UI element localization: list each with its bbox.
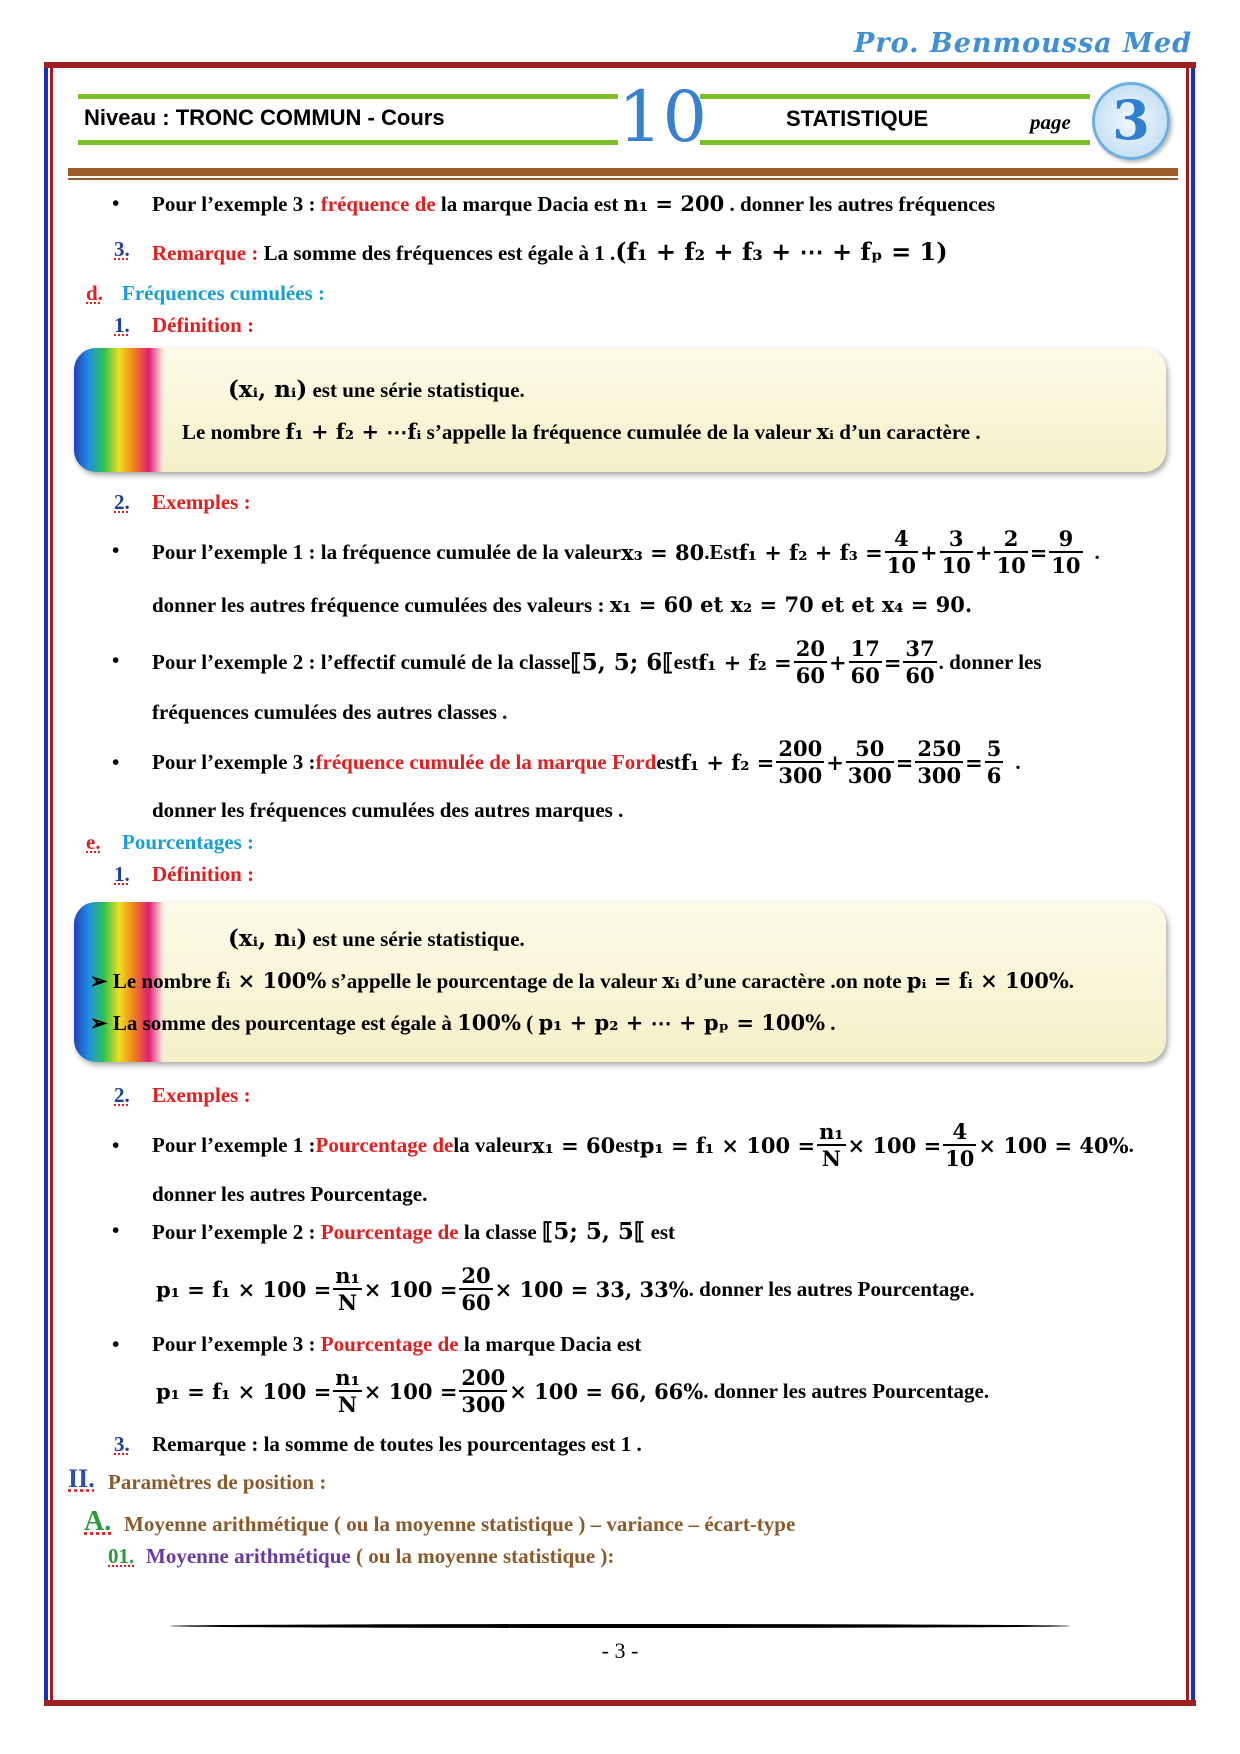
bullet: •	[112, 1218, 120, 1242]
fraction: $\frac{\text{n₁}}{N}$	[335, 1365, 360, 1417]
frame-top-border	[44, 62, 1196, 68]
frame-left-blue	[44, 68, 48, 1700]
item-title: Moyenne arithmétique ( ou la moyenne statistique ):	[146, 1544, 615, 1568]
example-line: Pour l’exemple 1 : Pourcentage de la valeur x₁ = 60 est p₁ = f₁ × 100 = $\frac{\text{n₁}}{N}$ × 100 = $\frac{4}{10}$ × 100 = 40% .	[152, 1119, 1134, 1171]
page-label: page	[1030, 110, 1071, 134]
example-line: donner les autres Pourcentage.	[152, 1182, 428, 1206]
fraction: $\frac{200}{300}$	[461, 1365, 506, 1417]
example-line: p₁ = f₁ × 100 = $\frac{\text{n₁}}{N}$ × 100 = $\frac{20}{60}$ × 100 = 33, 33% . donner les autres Pourcentage.	[156, 1263, 975, 1315]
section-title: Pourcentages :	[122, 830, 254, 854]
bullet: •	[112, 191, 120, 215]
example-line: donner les autres fréquence cumulées des valeurs : x₁ = 60 et x₂ = 70 et et x₄ = 90.	[152, 592, 973, 617]
fraction: $\frac{20}{60}$	[795, 636, 825, 688]
lesson-number: 10	[618, 76, 708, 158]
header-rule	[68, 168, 1178, 176]
page-number-badge: 3	[1092, 82, 1170, 160]
example-line: fréquences cumulées des autres classes .	[152, 700, 508, 724]
example-line: Pour l’exemple 2 : l’effectif cumulé de la classe ⟦5, 5; 6⟦ est f₁ + f₂ = $\frac{20}{60}$ + $\frac{17}{60}$ = $\frac{37}{60}$ . donner les	[152, 636, 1042, 688]
bullet: •	[112, 1133, 120, 1157]
subject-title: STATISTIQUE	[786, 106, 929, 131]
frame-right-red	[1186, 68, 1189, 1700]
fraction: $\frac{4}{10}$	[945, 1119, 975, 1171]
fraction: $\frac{250}{300}$	[917, 736, 962, 788]
definition-box	[74, 348, 1166, 472]
item-number: 2.	[114, 490, 130, 514]
subsection-label: A.	[84, 1506, 112, 1537]
header-rule-thin	[68, 178, 1178, 180]
text-line: Pour l’exemple 3 : fréquence de la marque Dacia est n₁ = 200 . donner les autres fréquences	[152, 191, 996, 216]
header-line-left-top	[78, 94, 618, 99]
fraction: $\frac{2}{10}$	[996, 526, 1026, 578]
item-number: 1.	[114, 313, 130, 337]
fraction: $\frac{\text{n₁}}{N}$	[335, 1263, 360, 1315]
definition-line: Le nombre f₁ + f₂ + ⋯fᵢ s’appelle la fréquence cumulée de la valeur xᵢ d’un caractère .	[182, 419, 981, 444]
example-line: Pour l’exemple 1 : la fréquence cumulée de la valeur x₃ = 80 .Est f₁ + f₂ + f₃ = $\frac{4}{10}$ + $\frac{3}{10}$ + $\frac{2}{10}$ = $\frac{9}{10}$ .	[152, 526, 1100, 578]
author-signature: Pro. Benmoussa Med	[854, 28, 1192, 59]
example-line: donner les fréquences cumulées des autres marques .	[152, 798, 624, 822]
definition-title: Définition :	[152, 862, 255, 886]
definition-line: (xᵢ, nᵢ) est une série statistique.	[228, 376, 525, 403]
fraction: $\frac{5}{6}$	[986, 736, 1002, 788]
remark-line: Remarque : la somme de toutes les pourcentages est 1 .	[152, 1432, 642, 1456]
definition-title: Définition :	[152, 313, 255, 337]
fraction: $\frac{3}{10}$	[941, 526, 971, 578]
section-label: d.	[86, 281, 103, 305]
frame-right-blue	[1191, 68, 1195, 1700]
bullet: •	[112, 1332, 120, 1356]
bullet: •	[112, 648, 120, 672]
item-number: 01.	[108, 1544, 135, 1568]
item-number: 3.	[114, 237, 130, 261]
definition-line: ➢ La somme des pourcentage est égale à 100% ( p₁ + p₂ + ⋯ + pₚ = 100% .	[90, 1010, 836, 1035]
definition-line: ➢ Le nombre fᵢ × 100% s’appelle le pourcentage de la valeur xᵢ d’une caractère .on note pᵢ = fᵢ × 100%.	[90, 968, 1075, 993]
subsection-title: Moyenne arithmétique ( ou la moyenne statistique ) – variance – écart-type	[124, 1512, 796, 1536]
example-line: Pour l’exemple 3 : fréquence cumulée de la marque Ford est f₁ + f₂ = $\frac{200}{300}$ + $\frac{50}{300}$ = $\frac{250}{300}$ = $\frac{5}{6}$ .	[152, 736, 1021, 788]
footer-rule	[170, 1624, 1070, 1628]
item-number: 2.	[114, 1083, 130, 1107]
page-number: - 3 -	[601, 1638, 639, 1663]
chapter-title: Paramètres de position :	[108, 1470, 327, 1494]
frame-left-red	[50, 68, 53, 1700]
section-label: e.	[86, 830, 101, 854]
level-title: Niveau : TRONC COMMUN - Cours	[84, 105, 445, 130]
bullet: •	[112, 538, 120, 562]
header-line-right-bottom	[700, 140, 1090, 145]
chapter-label: II.	[68, 1464, 95, 1493]
examples-title: Exemples :	[152, 1083, 251, 1107]
fraction: $\frac{17}{60}$	[850, 636, 880, 688]
fraction: $\frac{4}{10}$	[886, 526, 916, 578]
frame-bottom-border	[44, 1700, 1196, 1706]
example-line: p₁ = f₁ × 100 = $\frac{\text{n₁}}{N}$ × 100 = $\frac{200}{300}$ × 100 = 66, 66% . donner les autres Pourcentage.	[156, 1365, 990, 1417]
remark-line: Remarque : La somme des fréquences est égale à 1 .(f₁ + f₂ + f₃ + ⋯ + fₚ = 1)	[152, 237, 948, 266]
fraction: $\frac{37}{60}$	[905, 636, 935, 688]
examples-title: Exemples :	[152, 490, 251, 514]
example-line: Pour l’exemple 3 : Pourcentage de la marque Dacia est	[152, 1332, 642, 1356]
bullet: •	[112, 750, 120, 774]
header-line-right-top	[700, 94, 1090, 99]
fraction: $\frac{9}{10}$	[1051, 526, 1081, 578]
fraction: $\frac{200}{300}$	[778, 736, 823, 788]
definition-line: (xᵢ, nᵢ) est une série statistique.	[228, 925, 525, 952]
example-line: Pour l’exemple 2 : Pourcentage de la classe ⟦5; 5, 5⟦ est	[152, 1218, 676, 1245]
section-title: Fréquences cumulées :	[122, 281, 325, 305]
item-number: 1.	[114, 862, 130, 886]
fraction: $\frac{\text{n₁}}{N}$	[819, 1119, 844, 1171]
fraction: $\frac{20}{60}$	[461, 1263, 491, 1315]
fraction: $\frac{50}{300}$	[847, 736, 892, 788]
item-number: 3.	[114, 1432, 130, 1456]
header-line-left-bottom	[78, 140, 618, 145]
definition-box-stripe	[74, 348, 164, 472]
